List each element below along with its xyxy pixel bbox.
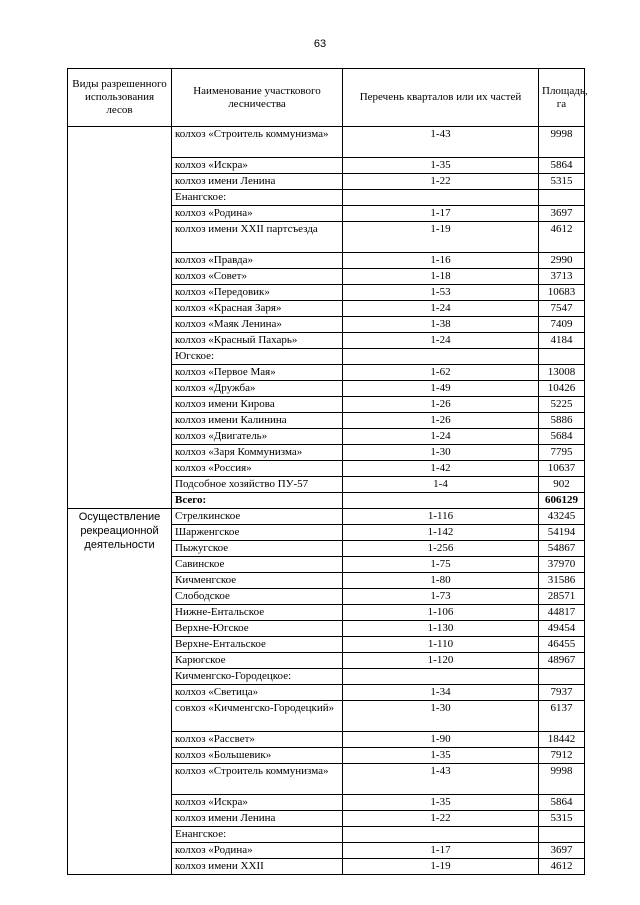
- quarters-cell: 1-30: [343, 445, 539, 461]
- quarters-cell: 1-35: [343, 795, 539, 811]
- quarters-cell: 1-30: [343, 701, 539, 732]
- area-cell: 10426: [539, 381, 585, 397]
- name-cell: Пыжугское: [172, 541, 343, 557]
- name-cell: колхоз «Большевик»: [172, 748, 343, 764]
- area-cell: 10637: [539, 461, 585, 477]
- quarters-cell: 1-26: [343, 397, 539, 413]
- name-cell: колхоз «Заря Коммунизма»: [172, 445, 343, 461]
- quarters-cell: 1-22: [343, 811, 539, 827]
- name-cell: колхоз «Двигатель»: [172, 429, 343, 445]
- quarters-cell: 1-35: [343, 158, 539, 174]
- name-cell: колхоз имени Ленина: [172, 811, 343, 827]
- name-cell: колхоз «Красная Заря»: [172, 301, 343, 317]
- name-cell: колхоз «Искра»: [172, 795, 343, 811]
- quarters-cell: 1-24: [343, 301, 539, 317]
- quarters-cell: 1-73: [343, 589, 539, 605]
- area-cell: 18442: [539, 732, 585, 748]
- area-cell: 5684: [539, 429, 585, 445]
- page-number: 63: [313, 38, 327, 50]
- name-cell: колхоз имени Кирова: [172, 397, 343, 413]
- name-cell: Слободское: [172, 589, 343, 605]
- name-cell: колхоз «Совет»: [172, 269, 343, 285]
- table-row: [68, 127, 585, 158]
- area-cell: 3697: [539, 206, 585, 222]
- quarters-cell: 1-42: [343, 461, 539, 477]
- quarters-cell: 1-256: [343, 541, 539, 557]
- area-cell: 4184: [539, 333, 585, 349]
- name-cell: Подсобное хозяйство ПУ-57: [172, 477, 343, 493]
- forestry-table: [67, 68, 588, 875]
- quarters-cell: 1-19: [343, 222, 539, 253]
- quarters-cell: 1-4: [343, 477, 539, 493]
- quarters-cell: 1-106: [343, 605, 539, 621]
- table-header-row: [68, 69, 585, 127]
- area-cell: 7937: [539, 685, 585, 701]
- quarters-cell: 1-24: [343, 429, 539, 445]
- quarters-cell: 1-34: [343, 685, 539, 701]
- area-cell: 44817: [539, 605, 585, 621]
- name-cell: колхоз «Правда»: [172, 253, 343, 269]
- name-cell: Всего:: [172, 493, 343, 509]
- name-cell: Енангское:: [172, 190, 343, 206]
- area-cell: 902: [539, 477, 585, 493]
- area-cell: 7547: [539, 301, 585, 317]
- area-cell: 54867: [539, 541, 585, 557]
- quarters-cell: 1-16: [343, 253, 539, 269]
- quarters-cell: 1-142: [343, 525, 539, 541]
- name-cell: колхоз «Маяк Ленина»: [172, 317, 343, 333]
- area-cell: 5315: [539, 811, 585, 827]
- quarters-cell: [343, 190, 539, 206]
- quarters-cell: 1-26: [343, 413, 539, 429]
- name-cell: совхоз «Кичменгско-Городецкий»: [172, 701, 343, 732]
- area-cell: 4612: [539, 859, 585, 875]
- area-cell: [539, 190, 585, 206]
- area-cell: 37970: [539, 557, 585, 573]
- area-cell: 5864: [539, 158, 585, 174]
- quarters-cell: 1-62: [343, 365, 539, 381]
- quarters-cell: 1-80: [343, 573, 539, 589]
- quarters-cell: 1-35: [343, 748, 539, 764]
- name-cell: Шарженгское: [172, 525, 343, 541]
- name-cell: колхоз «Передовик»: [172, 285, 343, 301]
- name-cell: Енангское:: [172, 827, 343, 843]
- name-cell: Кичменгское: [172, 573, 343, 589]
- quarters-cell: [343, 827, 539, 843]
- quarters-cell: 1-22: [343, 174, 539, 190]
- name-cell: Верхне-Ентальское: [172, 637, 343, 653]
- quarters-cell: 1-120: [343, 653, 539, 669]
- name-cell: Югское:: [172, 349, 343, 365]
- header-area: Площадь, га: [539, 69, 585, 127]
- name-cell: колхоз «Светица»: [172, 685, 343, 701]
- quarters-cell: 1-90: [343, 732, 539, 748]
- area-cell: 5315: [539, 174, 585, 190]
- area-cell: 48967: [539, 653, 585, 669]
- header-quarters: Перечень кварталов или их частей: [343, 69, 539, 127]
- area-cell: 9998: [539, 127, 585, 158]
- quarters-cell: 1-49: [343, 381, 539, 397]
- quarters-cell: [343, 349, 539, 365]
- quarters-cell: 1-17: [343, 843, 539, 859]
- quarters-cell: 1-116: [343, 509, 539, 525]
- area-cell: 7409: [539, 317, 585, 333]
- header-forestry: Наименование участкового лесничества: [172, 69, 343, 127]
- name-cell: колхоз имени XXII: [172, 859, 343, 875]
- name-cell: колхоз «Строитель коммунизма»: [172, 127, 343, 158]
- area-cell: 7795: [539, 445, 585, 461]
- quarters-cell: 1-38: [343, 317, 539, 333]
- name-cell: колхоз «Родина»: [172, 206, 343, 222]
- quarters-cell: 1-43: [343, 764, 539, 795]
- quarters-cell: 1-130: [343, 621, 539, 637]
- area-cell: 3697: [539, 843, 585, 859]
- name-cell: колхоз «Первое Мая»: [172, 365, 343, 381]
- quarters-cell: [343, 493, 539, 509]
- quarters-cell: 1-43: [343, 127, 539, 158]
- area-cell: 606129: [539, 493, 585, 509]
- area-cell: [539, 827, 585, 843]
- name-cell: Нижне-Ентальское: [172, 605, 343, 621]
- area-cell: 28571: [539, 589, 585, 605]
- name-cell: Верхне-Югское: [172, 621, 343, 637]
- area-cell: 31586: [539, 573, 585, 589]
- header-category: Виды разрешенного использования лесов: [68, 69, 172, 127]
- area-cell: 43245: [539, 509, 585, 525]
- name-cell: колхоз «Строитель коммунизма»: [172, 764, 343, 795]
- area-cell: 5225: [539, 397, 585, 413]
- category-cell: [68, 127, 172, 509]
- area-cell: 10683: [539, 285, 585, 301]
- area-cell: [539, 349, 585, 365]
- quarters-cell: [343, 669, 539, 685]
- area-cell: 46455: [539, 637, 585, 653]
- category-cell: Осуществление рекреационной деятельности: [68, 509, 172, 875]
- name-cell: колхоз «Россия»: [172, 461, 343, 477]
- area-cell: 9998: [539, 764, 585, 795]
- name-cell: Савинское: [172, 557, 343, 573]
- area-cell: 6137: [539, 701, 585, 732]
- area-cell: 49454: [539, 621, 585, 637]
- area-cell: 54194: [539, 525, 585, 541]
- area-cell: 5864: [539, 795, 585, 811]
- name-cell: колхоз имени Ленина: [172, 174, 343, 190]
- name-cell: колхоз имени Калинина: [172, 413, 343, 429]
- name-cell: колхоз «Родина»: [172, 843, 343, 859]
- area-cell: 4612: [539, 222, 585, 253]
- quarters-cell: 1-75: [343, 557, 539, 573]
- quarters-cell: 1-24: [343, 333, 539, 349]
- quarters-cell: 1-18: [343, 269, 539, 285]
- table-row: [68, 509, 585, 525]
- quarters-cell: 1-17: [343, 206, 539, 222]
- name-cell: колхоз «Красный Пахарь»: [172, 333, 343, 349]
- quarters-cell: 1-110: [343, 637, 539, 653]
- quarters-cell: 1-19: [343, 859, 539, 875]
- quarters-cell: 1-53: [343, 285, 539, 301]
- area-cell: 2990: [539, 253, 585, 269]
- name-cell: Карюгское: [172, 653, 343, 669]
- name-cell: колхоз имени XXII партсъезда: [172, 222, 343, 253]
- name-cell: колхоз «Искра»: [172, 158, 343, 174]
- name-cell: Стрелкинское: [172, 509, 343, 525]
- area-cell: 7912: [539, 748, 585, 764]
- area-cell: 3713: [539, 269, 585, 285]
- area-cell: [539, 669, 585, 685]
- name-cell: Кичменгско-Городецкое:: [172, 669, 343, 685]
- area-cell: 5886: [539, 413, 585, 429]
- name-cell: колхоз «Рассвет»: [172, 732, 343, 748]
- name-cell: колхоз «Дружба»: [172, 381, 343, 397]
- area-cell: 13008: [539, 365, 585, 381]
